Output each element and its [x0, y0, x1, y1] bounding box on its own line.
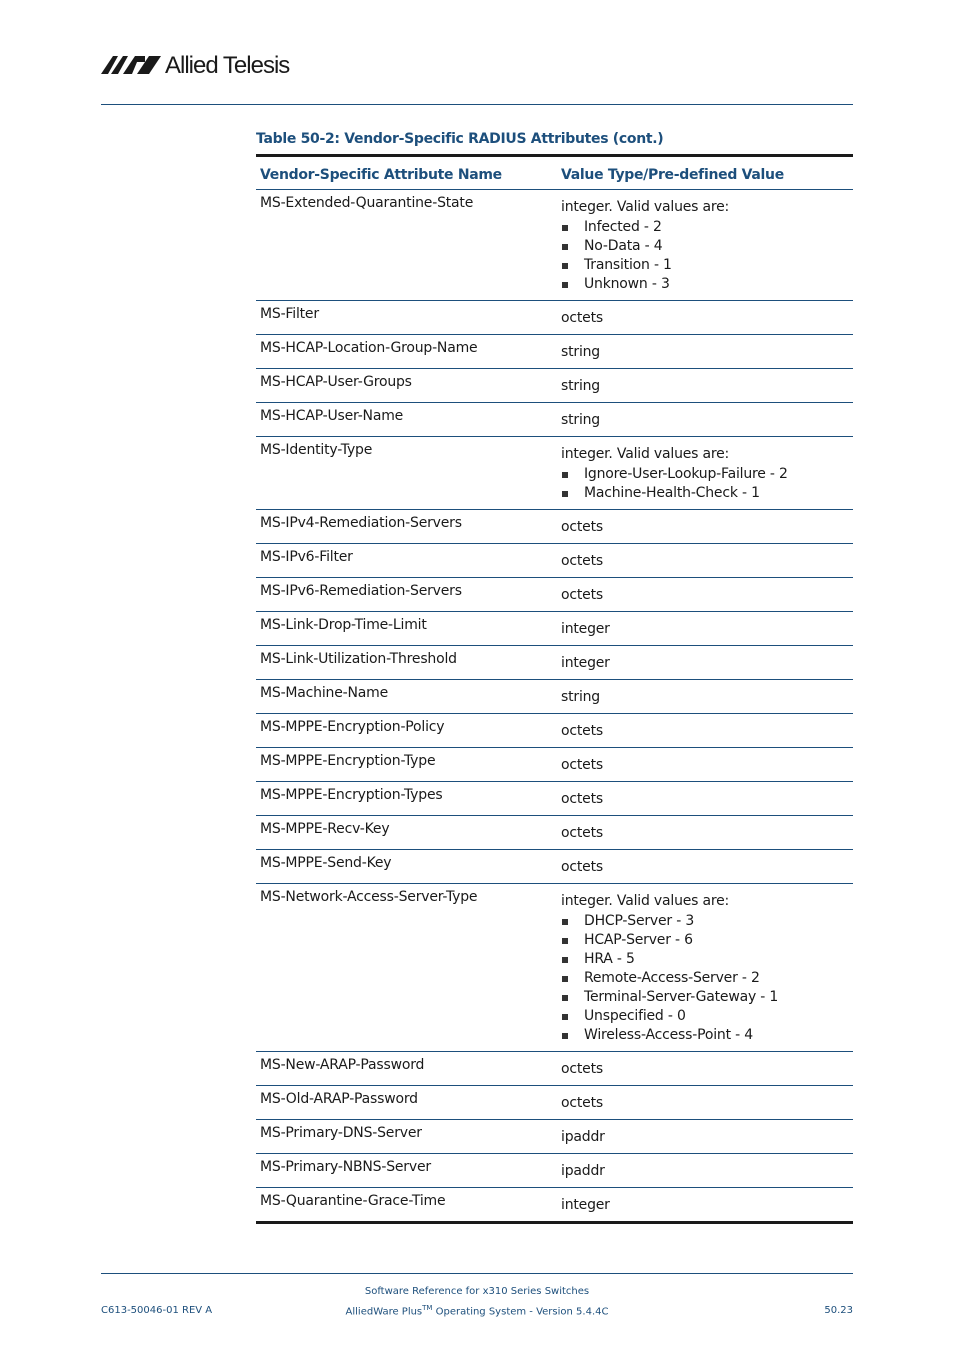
attribute-value-cell	[557, 646, 853, 680]
table-header-row	[256, 156, 853, 190]
value-type-text: string	[561, 689, 600, 705]
attribute-value-cell	[557, 1052, 853, 1086]
valid-value-item: Machine-Health-Check - 1	[561, 484, 849, 503]
valid-value-item: Unspecified - 0	[561, 1007, 849, 1026]
valid-values-list	[561, 218, 849, 294]
value-type-text: string	[561, 412, 600, 428]
attribute-name-cell: MS-HCAP-User-Groups	[256, 369, 557, 403]
attribute-value-cell	[557, 782, 853, 816]
attribute-value-cell	[557, 301, 853, 335]
attribute-value-cell	[557, 437, 853, 510]
table-row	[256, 335, 853, 369]
table-row	[256, 782, 853, 816]
attribute-value-cell	[557, 369, 853, 403]
brand-name: Allied Telesis	[165, 52, 290, 79]
attribute-name-cell: MS-Machine-Name	[256, 680, 557, 714]
value-type-text: octets	[561, 553, 603, 569]
allied-telesis-logo-icon	[101, 54, 161, 74]
attribute-name-cell: MS-Link-Utilization-Threshold	[256, 646, 557, 680]
table-row	[256, 714, 853, 748]
table-row	[256, 1154, 853, 1188]
value-type-text: integer. Valid values are:	[561, 893, 730, 909]
attribute-value-cell	[557, 816, 853, 850]
value-type-text: octets	[561, 791, 603, 807]
footer-doc-id: C613-50046-01 REV A	[101, 1305, 213, 1316]
table-row	[256, 510, 853, 544]
footer-page-number: 50.23	[824, 1305, 853, 1316]
header-rule	[101, 104, 853, 105]
value-type-text: integer	[561, 1197, 610, 1213]
table-row	[256, 612, 853, 646]
value-type-text: integer	[561, 655, 610, 671]
attribute-name-cell: MS-Primary-NBNS-Server	[256, 1154, 557, 1188]
attribute-name-cell: MS-MPPE-Encryption-Type	[256, 748, 557, 782]
attribute-name-cell: MS-MPPE-Encryption-Policy	[256, 714, 557, 748]
attribute-value-cell	[557, 612, 853, 646]
valid-value-item: Terminal-Server-Gateway - 1	[561, 988, 849, 1007]
table-row	[256, 190, 853, 301]
attribute-name-cell: MS-HCAP-User-Name	[256, 403, 557, 437]
valid-value-item: Ignore-User-Lookup-Failure - 2	[561, 465, 849, 484]
footer-rule	[101, 1273, 853, 1274]
valid-value-item: Transition - 1	[561, 256, 849, 275]
attribute-name-cell: MS-MPPE-Encryption-Types	[256, 782, 557, 816]
table-row	[256, 369, 853, 403]
attribute-name-cell: MS-HCAP-Location-Group-Name	[256, 335, 557, 369]
table-row	[256, 748, 853, 782]
valid-value-item: No-Data - 4	[561, 237, 849, 256]
attribute-name-cell: MS-MPPE-Recv-Key	[256, 816, 557, 850]
attribute-name-cell: MS-Filter	[256, 301, 557, 335]
attribute-value-cell	[557, 1154, 853, 1188]
value-type-text: octets	[561, 310, 603, 326]
table-row	[256, 646, 853, 680]
attribute-value-cell	[557, 1120, 853, 1154]
table-row	[256, 680, 853, 714]
value-type-text: octets	[561, 1061, 603, 1077]
value-type-text: octets	[561, 587, 603, 603]
column-header-name: Vendor-Specific Attribute Name	[256, 156, 557, 190]
table-row	[256, 578, 853, 612]
attribute-value-cell	[557, 1188, 853, 1223]
attribute-value-cell	[557, 680, 853, 714]
footer-os-suffix: Operating System - Version 5.4.4C	[432, 1306, 609, 1318]
valid-value-item: Wireless-Access-Point - 4	[561, 1026, 849, 1045]
footer-trademark: TM	[422, 1304, 433, 1312]
footer-doc-title: Software Reference for x310 Series Switches	[364, 1286, 590, 1297]
table-body	[256, 190, 853, 1223]
valid-value-item: HCAP-Server - 6	[561, 931, 849, 950]
value-type-text: integer	[561, 621, 610, 637]
attribute-name-cell: MS-Network-Access-Server-Type	[256, 884, 557, 1052]
table-row	[256, 816, 853, 850]
value-type-text: ipaddr	[561, 1163, 605, 1179]
attribute-name-cell: MS-Link-Drop-Time-Limit	[256, 612, 557, 646]
table-row	[256, 544, 853, 578]
value-type-text: string	[561, 378, 600, 394]
attribute-value-cell	[557, 510, 853, 544]
table-row	[256, 850, 853, 884]
attribute-value-cell	[557, 748, 853, 782]
attribute-value-cell	[557, 714, 853, 748]
valid-value-item: Infected - 2	[561, 218, 849, 237]
value-type-text: integer. Valid values are:	[561, 446, 730, 462]
table-row	[256, 1052, 853, 1086]
attribute-name-cell: MS-Primary-DNS-Server	[256, 1120, 557, 1154]
attribute-value-cell	[557, 190, 853, 301]
value-type-text: octets	[561, 757, 603, 773]
valid-value-item: HRA - 5	[561, 950, 849, 969]
valid-value-item: Remote-Access-Server - 2	[561, 969, 849, 988]
value-type-text: octets	[561, 1095, 603, 1111]
table-row	[256, 884, 853, 1052]
valid-values-list	[561, 465, 849, 503]
value-type-text: octets	[561, 519, 603, 535]
valid-values-list	[561, 912, 849, 1045]
attribute-value-cell	[557, 1086, 853, 1120]
value-type-text: octets	[561, 825, 603, 841]
column-header-value: Value Type/Pre-defined Value	[557, 156, 853, 190]
table-caption: Table 50-2: Vendor-Specific RADIUS Attributes (cont.)	[256, 131, 664, 147]
table-row	[256, 1086, 853, 1120]
value-type-text: ipaddr	[561, 1129, 605, 1145]
attribute-value-cell	[557, 544, 853, 578]
valid-value-item: DHCP-Server - 3	[561, 912, 849, 931]
table-row	[256, 403, 853, 437]
table-row	[256, 301, 853, 335]
value-type-text: octets	[561, 859, 603, 875]
attributes-table	[256, 154, 853, 1224]
value-type-text: integer. Valid values are:	[561, 199, 730, 215]
footer-os-prefix: AlliedWare Plus	[345, 1306, 423, 1318]
logo	[101, 52, 301, 80]
attribute-value-cell	[557, 335, 853, 369]
value-type-text: string	[561, 344, 600, 360]
attribute-name-cell: MS-MPPE-Send-Key	[256, 850, 557, 884]
attribute-value-cell	[557, 578, 853, 612]
attributes-table-container	[256, 154, 853, 1224]
table-row	[256, 1188, 853, 1223]
valid-value-item: Unknown - 3	[561, 275, 849, 294]
value-type-text: octets	[561, 723, 603, 739]
attribute-name-cell: MS-IPv6-Remediation-Servers	[256, 578, 557, 612]
attribute-name-cell: MS-IPv4-Remediation-Servers	[256, 510, 557, 544]
attribute-name-cell: MS-Identity-Type	[256, 437, 557, 510]
attribute-value-cell	[557, 850, 853, 884]
attribute-name-cell: MS-Extended-Quarantine-State	[260, 195, 474, 211]
table-row	[256, 437, 853, 510]
attribute-name-cell: MS-Quarantine-Grace-Time	[256, 1188, 557, 1223]
table-row	[256, 1120, 853, 1154]
attribute-name-cell: MS-IPv6-Filter	[256, 544, 557, 578]
attribute-name-cell: MS-Old-ARAP-Password	[256, 1086, 557, 1120]
footer-os-line	[101, 1304, 853, 1317]
attribute-value-cell	[557, 403, 853, 437]
attribute-value-cell	[557, 884, 853, 1052]
attribute-name-cell: MS-New-ARAP-Password	[256, 1052, 557, 1086]
